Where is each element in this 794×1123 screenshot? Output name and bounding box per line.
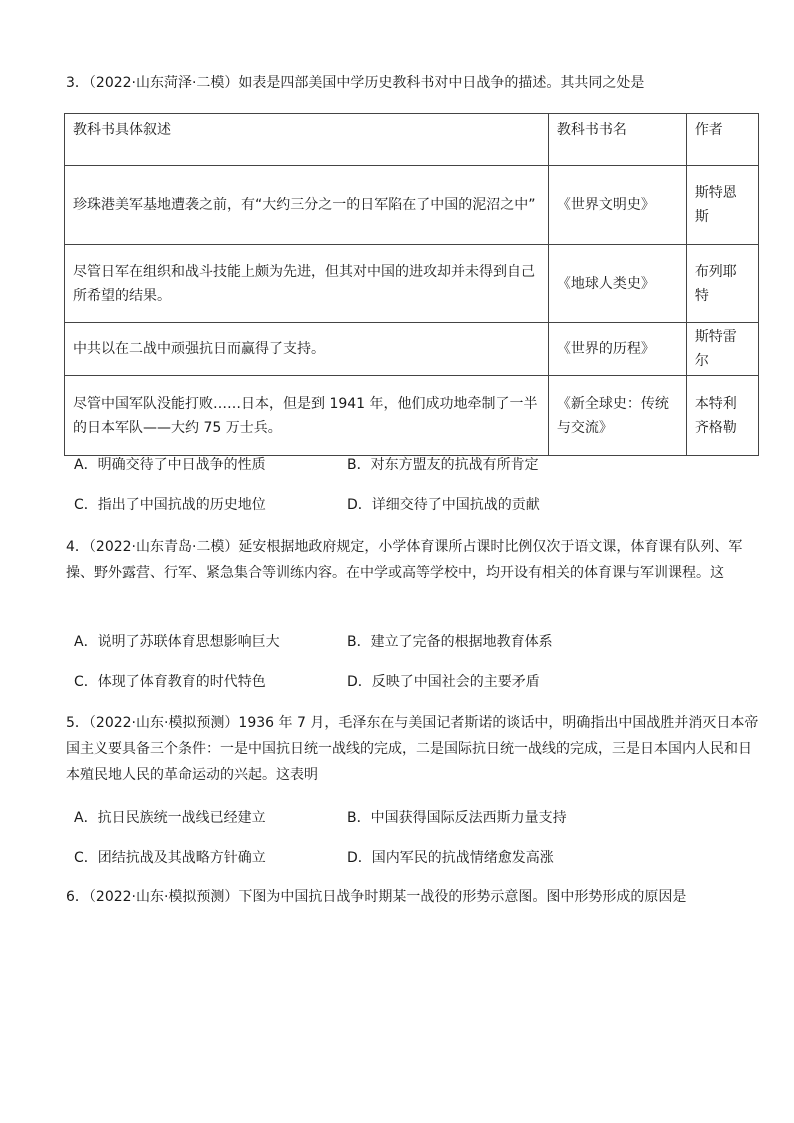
question-5-option-d[interactable]: D．国内军民的抗战情绪愈发高涨 [347,850,554,866]
table-header-cell: 教科书书名 [548,114,686,166]
table-header-row [65,114,759,166]
table-cell: 中共以在二战中顽强抗日而赢得了支持。 [65,323,549,376]
question-5-option-a[interactable]: A．抗日民族统一战线已经建立 [74,810,266,826]
question-3-option-b[interactable]: B．对东方盟友的抗战有所肯定 [347,457,539,473]
table-cell: 尽管日军在组织和战斗技能上颇为先进，但其对中国的进攻却并未得到自己所希望的结果。 [65,245,549,323]
table-row [65,376,759,456]
table-cell: 斯特雷尔 [686,323,758,376]
question-5-stem: 5．（2022·山东·模拟预测）1936 年 7 月，毛泽东在与美国记者斯诺的谈话中，明确指出中国战胜并消灭日本帝国主义要具备三个条件：一是中国抗日统一战线的完成，二是国际抗日统一战线的完成，三是日本国内人民和日本殖民地人民的革命运动的兴起。这表明 [66,715,759,783]
table-row [65,166,759,245]
question-4-option-c[interactable]: C．体现了体育教育的时代特色 [74,674,266,690]
table-cell: 布列耶特 [686,245,758,323]
question-5-option-c[interactable]: C．团结抗战及其战略方针确立 [74,850,266,866]
question-4-stem: 4．（2022·山东青岛·二模）延安根据地政府规定，小学体育课所占课时比例仅次于语文课，体育课有队列、军操、野外露营、行军、紧急集合等训练内容。在中学或高等学校中，均开设有相关的体育课与军训课程。这 [66,539,743,581]
table-cell: 《世界文明史》 [548,166,686,245]
question-3-option-a[interactable]: A．明确交待了中日战争的性质 [74,457,266,473]
question-4-option-d[interactable]: D．反映了中国社会的主要矛盾 [347,674,540,690]
table-row [65,323,759,376]
table-header-cell: 教科书具体叙述 [65,114,549,166]
question-4-option-a[interactable]: A．说明了苏联体育思想影响巨大 [74,634,280,650]
table-cell: 《地球人类史》 [548,245,686,323]
question-5-option-b[interactable]: B．中国获得国际反法西斯力量支持 [347,810,567,826]
table-cell: 斯特恩斯 [686,166,758,245]
question-6-stem: 6．（2022·山东·模拟预测）下图为中国抗日战争时期某一战役的形势示意图。图中形势形成的原因是 [66,889,687,905]
table-cell: 珍珠港美军基地遭袭之前，有“大约三分之一的日军陷在了中国的泥沼之中” [65,166,549,245]
table-cell: 本特利齐格勒 [686,376,758,456]
question-3-stem: 3．（2022·山东菏泽·二模）如表是四部美国中学历史教科书对中日战争的描述。其共同之处是 [66,75,645,91]
table-cell: 尽管中国军队没能打败……日本，但是到 1941 年，他们成功地牵制了一半的日本军队——大约 75 万士兵。 [65,376,549,456]
question-3-table [64,113,759,456]
table-cell: 《世界的历程》 [548,323,686,376]
table-row [65,245,759,323]
question-3-option-c[interactable]: C．指出了中国抗战的历史地位 [74,497,266,513]
question-4-option-b[interactable]: B．建立了完备的根据地教育体系 [347,634,553,650]
table-header-cell: 作者 [686,114,758,166]
table-cell: 《新全球史：传统与交流》 [548,376,686,456]
question-3-option-d[interactable]: D．详细交待了中国抗战的贡献 [347,497,540,513]
